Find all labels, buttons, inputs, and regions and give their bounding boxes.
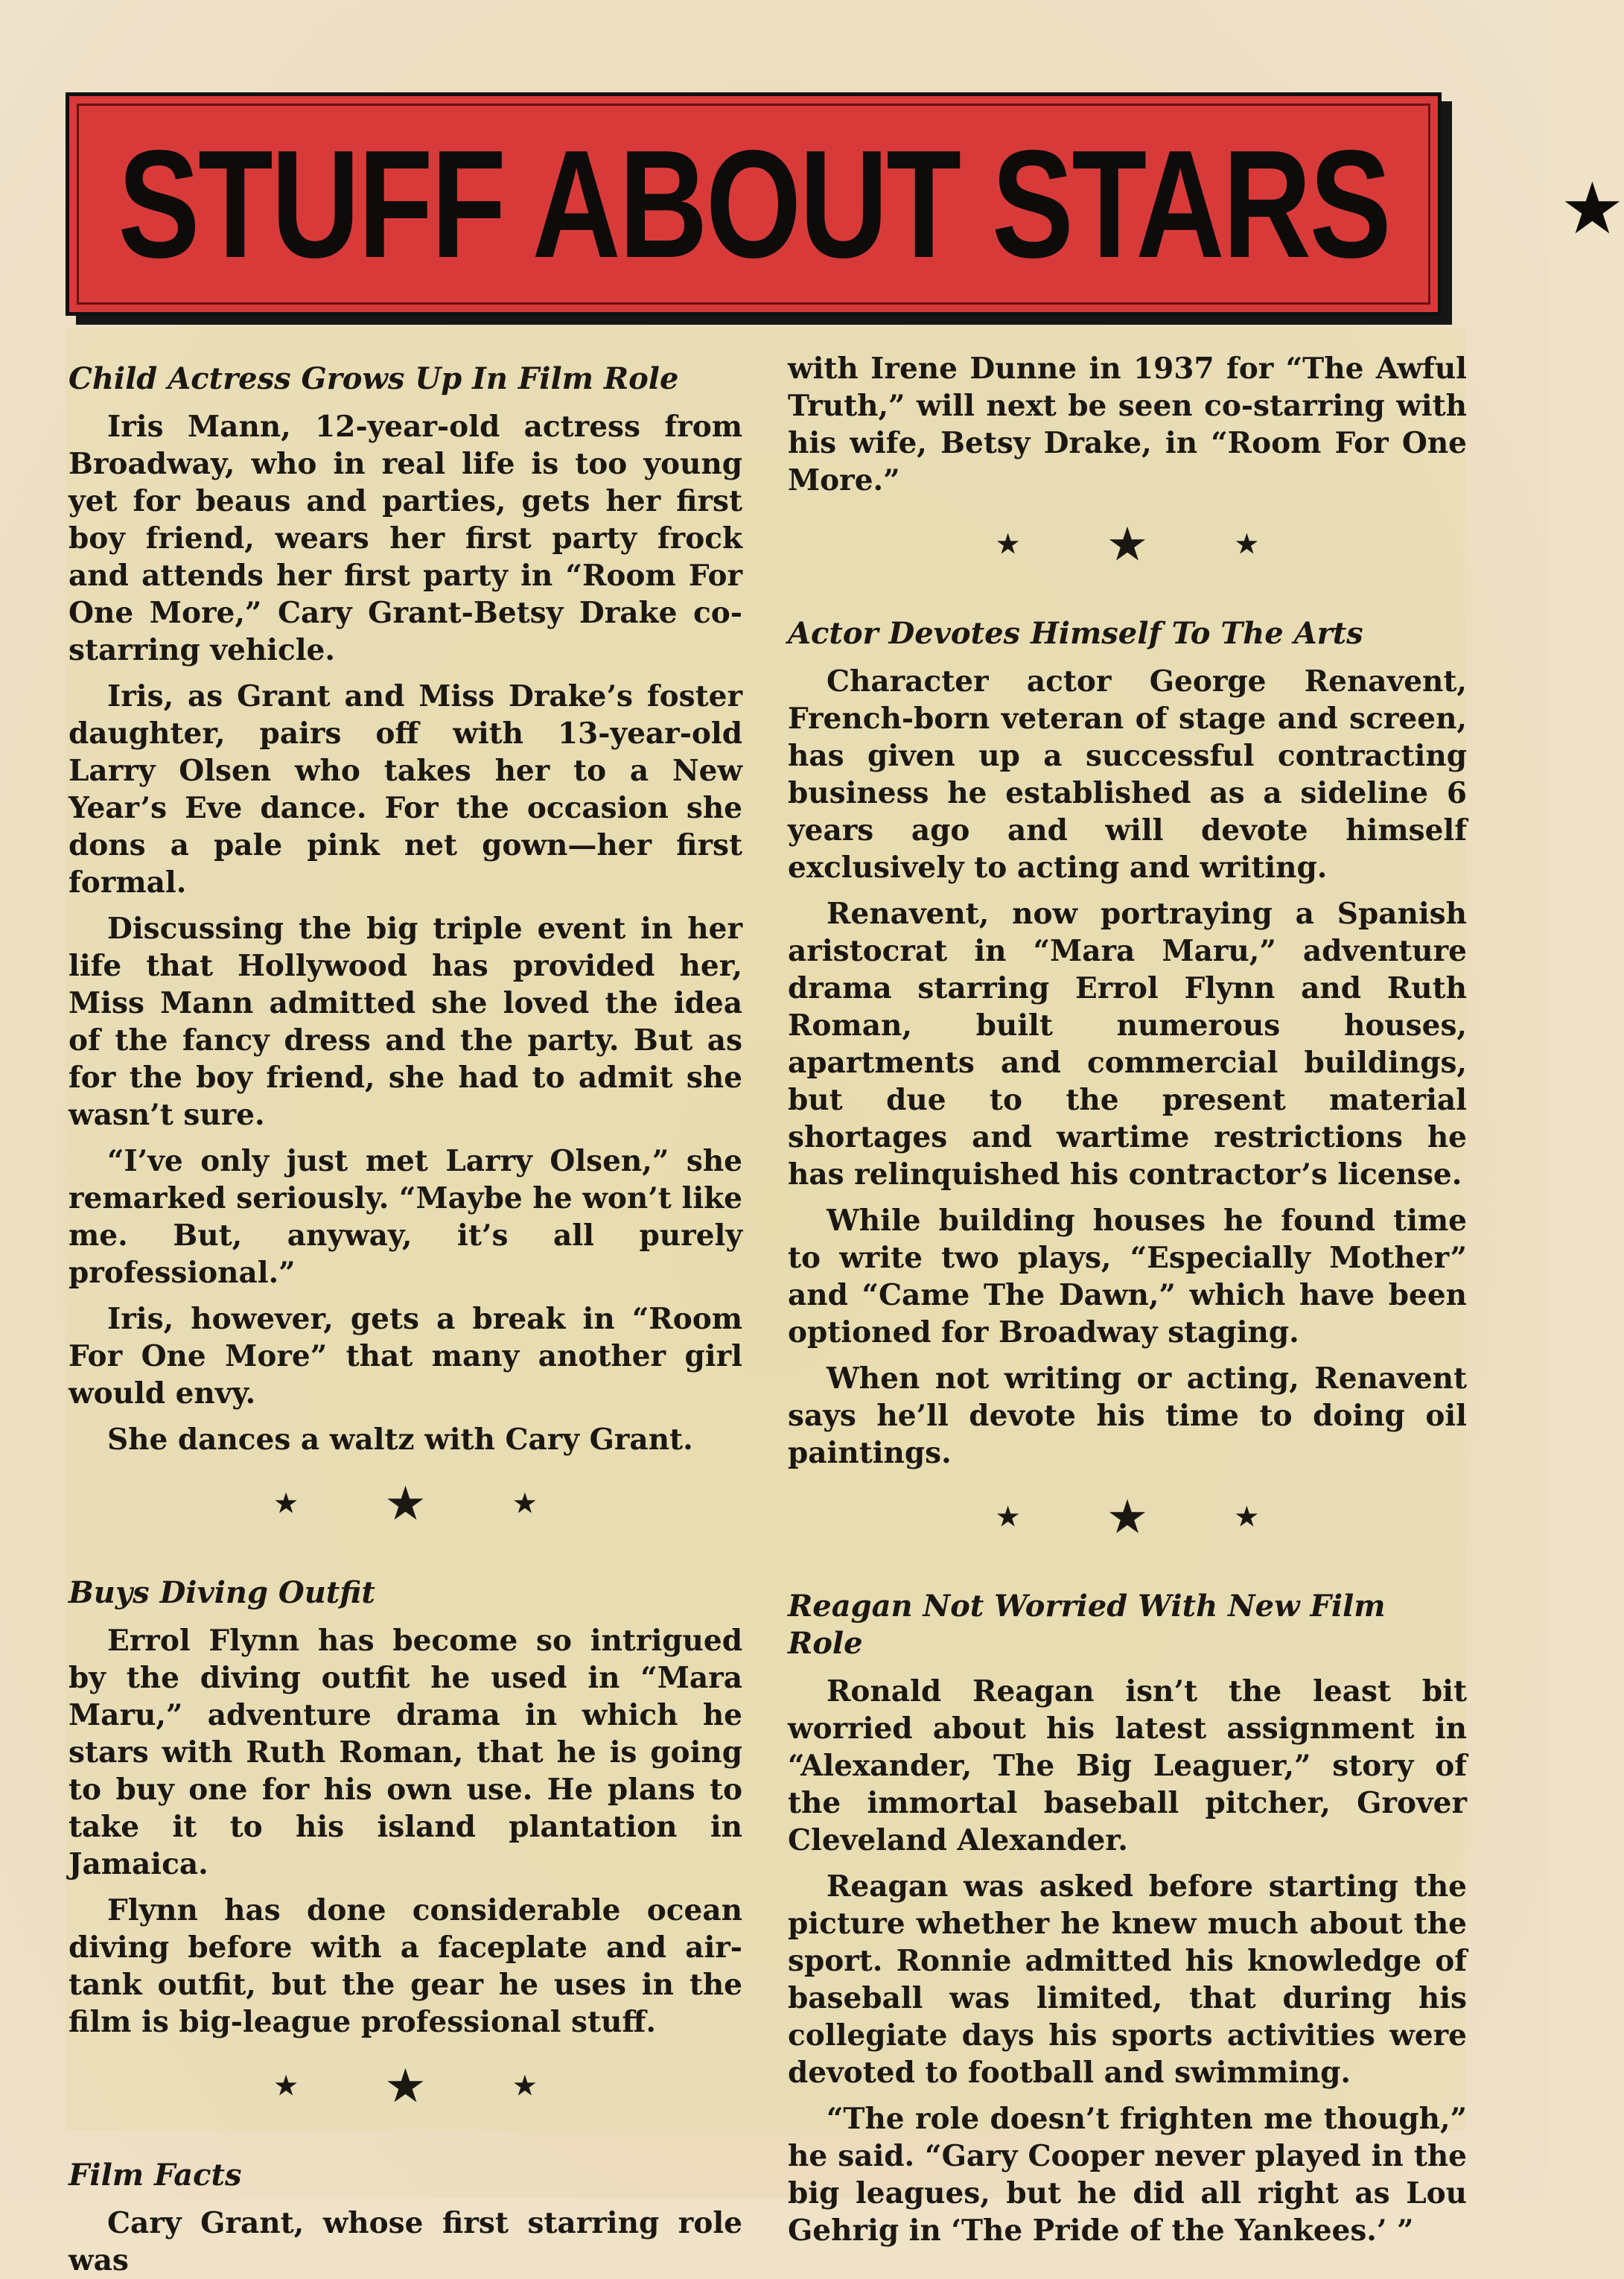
article-paragraph: Discussing the big triple event in her life that Hollywood has provided her, Miss Mann admitted she loved the idea of the fancy dress and the party. But as for the boy friend, she had to admit she wasn’t sure. bbox=[69, 912, 742, 1132]
article-paragraph: Errol Flynn has become so intrigued by the diving outfit he used in “Mara Maru,” adventure drama in which he stars with Ruth Roman, that he is going to buy one for his own use. He plans to take it to his island plantation in Jamaica. bbox=[69, 1624, 742, 1881]
article-headline: Child Actress Grows Up In Film Role bbox=[69, 361, 679, 396]
star-icon: ★ bbox=[513, 2071, 537, 2101]
article-paragraph: When not writing or acting, Renavent says he’ll devote his time to doing oil paintings. bbox=[788, 1361, 1467, 1470]
article-paragraph: with Irene Dunne in 1937 for “The Awful Truth,” will next be seen co-starring with his wife, Betsy Drake, in “Room For One More.” bbox=[788, 352, 1467, 498]
article-paragraph: Cary Grant, whose first starring role was bbox=[69, 2206, 742, 2278]
article-paragraph: Reagan was asked before starting the picture whether he knew much about the sport. Ronnie admitted his knowledge of baseball was limited, that during his collegiate days his sports activities were devoted to football and swimming. bbox=[788, 1869, 1467, 2090]
right-column bbox=[788, 350, 1467, 2248]
article-paragraph: Ronald Reagan isn’t the least bit worried about his latest assignment in “Alexander, The Big Leaguer,” story of the immortal baseball pitcher, Grover Cleveland Alexander. bbox=[788, 1674, 1467, 1857]
title-banner bbox=[66, 92, 1624, 316]
star-icon: ★ bbox=[996, 530, 1019, 559]
article-paragraph: Renavent, now portraying a Spanish aristocrat in “Mara Maru,” adventure drama starring Errol Flynn and Ruth Roman, built numerous houses, apartments and commercial buildings, but due to the present material shortages and wartime restrictions he has relinquished his contractor’s license. bbox=[788, 897, 1467, 1192]
left-column bbox=[69, 350, 742, 2278]
star-divider bbox=[788, 1491, 1467, 1543]
star-icon: ★ bbox=[1560, 167, 1624, 250]
star-icon: ★ bbox=[386, 1479, 424, 1528]
star-icon: ★ bbox=[1235, 1502, 1258, 1532]
article-headline: Film Facts bbox=[69, 2158, 242, 2193]
page-title: STUFF ABOUT STARS bbox=[118, 118, 1389, 290]
star-icon: ★ bbox=[1108, 520, 1147, 569]
star-divider bbox=[788, 518, 1467, 570]
star-divider bbox=[69, 1478, 742, 1530]
star-icon: ★ bbox=[1108, 1493, 1147, 1542]
star-icon: ★ bbox=[996, 1502, 1019, 1532]
star-icon: ★ bbox=[274, 1489, 298, 1519]
article-paragraph: Character actor George Renavent, French-born veteran of stage and screen, has given up a successful contracting business he established as a sideline 6 years ago and will devote himself exclusively to acting and writing. bbox=[788, 664, 1467, 885]
article-headline: Actor Devotes Himself To The Arts bbox=[788, 616, 1363, 651]
article-paragraph: She dances a waltz with Cary Grant. bbox=[107, 1423, 693, 1457]
article-paragraph: While building houses he found time to write two plays, “Especially Mother” and “Came The Dawn,” which have been optioned for Broadway staging. bbox=[788, 1204, 1467, 1350]
article-paragraph: Iris, however, gets a break in “Room For One More” that many another girl would envy. bbox=[69, 1302, 742, 1411]
article-paragraph: Iris, as Grant and Miss Drake’s foster daughter, pairs off with 13-year-old Larry Olsen who takes her to a New Year’s Eve dance. For the occasion she dons a pale pink net gown—her first formal. bbox=[69, 679, 742, 900]
article-paragraph: “I’ve only just met Larry Olsen,” she remarked seriously. “Maybe he won’t like me. But, anyway, it’s all purely professional.” bbox=[69, 1144, 742, 1290]
article-paragraph: Iris Mann, 12-year-old actress from Broadway, who in real life is too young yet for beaus and parties, gets her first boy friend, wears her first party frock and attends her first party in “Room For One More,” Cary Grant-Betsy Drake co-starring vehicle. bbox=[69, 410, 742, 667]
star-icon: ★ bbox=[386, 2062, 424, 2111]
article-headline: Buys Diving Outfit bbox=[69, 1575, 375, 1610]
star-icon: ★ bbox=[1235, 530, 1258, 559]
article-paragraph: Flynn has done considerable ocean diving before with a faceplate and air-tank outfit, but the gear he uses in the film is big-league professional stuff. bbox=[69, 1893, 742, 2039]
article-paragraph: “The role doesn’t frighten me though,” he said. “Gary Cooper never played in the big leagues, but he did all right as Lou Gehrig in ‘The Pride of the Yankees.’ ” bbox=[788, 2102, 1467, 2248]
article-headline: Reagan Not Worried With New Film Role bbox=[788, 1589, 1386, 1661]
star-icon: ★ bbox=[274, 2071, 298, 2101]
star-divider bbox=[69, 2060, 742, 2112]
star-icon: ★ bbox=[513, 1489, 537, 1519]
